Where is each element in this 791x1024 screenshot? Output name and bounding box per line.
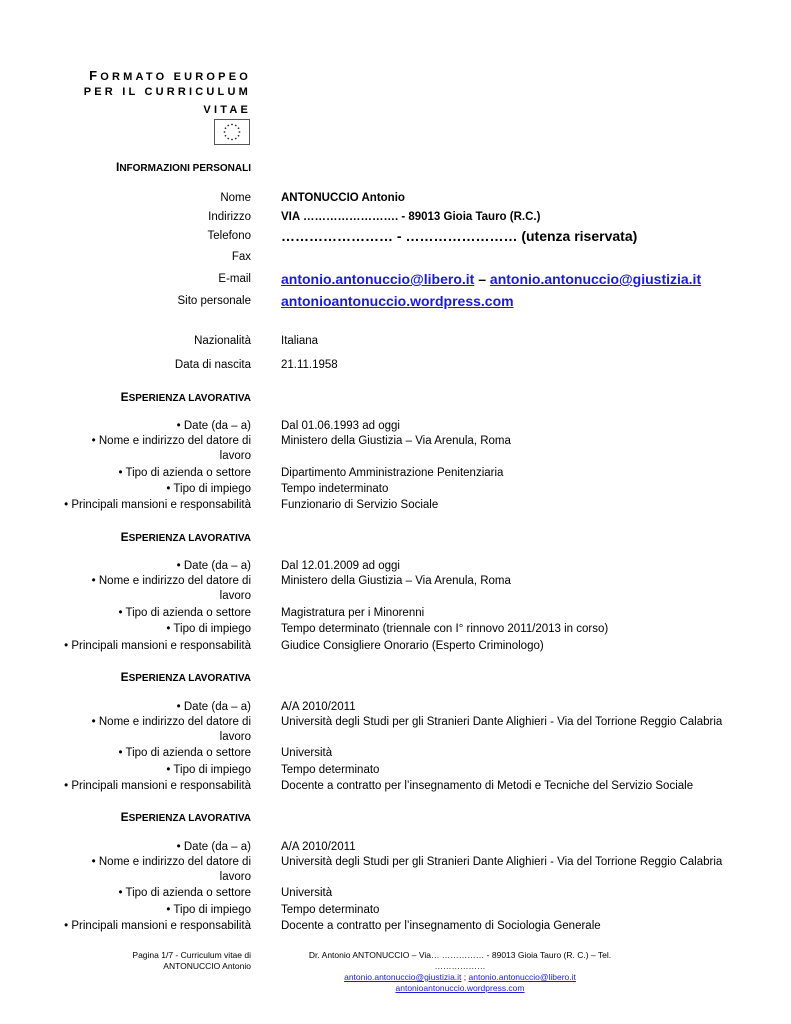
label-duties: • Principali mansioni e responsabilità <box>64 499 251 511</box>
label-dates: • Date (da – a) <box>176 841 251 853</box>
value-company-type: Magistratura per i Minorenni <box>281 607 425 619</box>
label-employment-type: • Tipo di impiego <box>166 904 251 916</box>
value-employer: Università degli Studi per gli Stranieri Dante Alighieri - Via del Torrione Reggio Calabria <box>281 856 723 868</box>
label-employer <box>92 855 251 885</box>
section-personal-info <box>116 160 251 174</box>
section-rest: SPERIENZA LAVORATIVA <box>128 393 251 404</box>
footer-website[interactable]: antonioantonuccio.wordpress.com <box>395 983 525 993</box>
label-employer-line2: lavoro <box>219 871 251 883</box>
section-initial: E <box>120 670 129 684</box>
value-employer: Ministero della Giustizia – Via Arenula, Roma <box>281 435 511 447</box>
footer-address: Dr. Antonio ANTONUCCIO – Via… …………… - 89013 Gioia Tauro (R. C.) – Tel. ……………… <box>308 950 612 971</box>
value-phone: …………………… - …………………… (utenza riservata) <box>281 228 638 244</box>
section-initial: E <box>120 530 129 544</box>
cv-title-line-2: PER IL CURRICULUM <box>83 86 251 98</box>
label-address: Indirizzo <box>208 211 251 223</box>
section-rest: SPERIENZA LAVORATIVA <box>128 673 251 684</box>
section-work-experience <box>121 810 251 824</box>
label-employment-type: • Tipo di impiego <box>166 764 251 776</box>
value-employment-type: Tempo determinato <box>281 764 380 776</box>
label-dates: • Date (da – a) <box>176 420 251 432</box>
label-nationality: Nazionalità <box>194 335 251 347</box>
footer-page-info <box>132 950 251 972</box>
label-employer-line2: lavoro <box>219 450 251 462</box>
eu-star-icon <box>225 135 227 137</box>
eu-star-icon <box>238 127 240 129</box>
section-initial: E <box>120 390 129 404</box>
footer-email-libero[interactable]: antonio.antonuccio@libero.it <box>468 972 576 982</box>
eu-flag-icon <box>214 119 250 145</box>
cv-title-line-3: VITAE <box>203 104 251 116</box>
label-name: Nome <box>220 192 251 204</box>
section-work-experience <box>121 670 251 684</box>
value-dates: A/A 2010/2011 <box>281 701 356 713</box>
label-employer-line2: lavoro <box>219 731 251 743</box>
section-work-experience <box>121 530 251 544</box>
value-duties: Funzionario di Servizio Sociale <box>281 499 439 511</box>
section-initial: I <box>115 160 120 174</box>
label-duties: • Principali mansioni e responsabilità <box>64 920 251 932</box>
section-rest: SPERIENZA LAVORATIVA <box>128 533 251 544</box>
eu-star-icon <box>227 125 229 127</box>
label-phone: Telefono <box>207 230 251 242</box>
value-dates: A/A 2010/2011 <box>281 841 356 853</box>
value-nationality: Italiana <box>281 335 319 347</box>
value-website <box>281 294 514 309</box>
footer-contact <box>290 950 630 994</box>
value-duties: Docente a contratto per l’insegnamento di Metodi e Tecniche del Servizio Sociale <box>281 780 694 792</box>
label-employer-line1: • Nome e indirizzo del datore di <box>91 575 251 587</box>
eu-star-icon <box>231 139 233 141</box>
section-initial: E <box>120 810 129 824</box>
value-address: VIA ……………………. - 89013 Gioia Tauro (R.C.) <box>281 211 541 223</box>
label-birth-date: Data di nascita <box>174 359 251 371</box>
footer-page-number: Pagina 1/7 - Curriculum vitae di <box>132 950 251 960</box>
value-employment-type: Tempo determinato (triennale con I° rinnovo 2011/2013 in corso) <box>281 623 609 635</box>
footer-email-separator: ; <box>461 972 469 982</box>
eu-stars-icon <box>215 120 249 144</box>
cv-title-line-1 <box>89 68 251 83</box>
value-name: ANTONUCCIO Antonio <box>281 192 405 204</box>
label-duties: • Principali mansioni e responsabilità <box>64 780 251 792</box>
value-dates: Dal 01.06.1993 ad oggi <box>281 420 400 432</box>
label-employer-line1: • Nome e indirizzo del datore di <box>91 435 251 447</box>
label-dates: • Date (da – a) <box>176 560 251 572</box>
value-employer: Ministero della Giustizia – Via Arenula, Roma <box>281 575 511 587</box>
eu-star-icon <box>239 131 241 133</box>
label-employer <box>92 715 251 745</box>
footer-author: ANTONUCCIO Antonio <box>163 961 251 971</box>
email-separator: – <box>474 271 490 287</box>
value-dates: Dal 12.01.2009 ad oggi <box>281 560 400 572</box>
label-employment-type: • Tipo di impiego <box>166 483 251 495</box>
label-employer <box>92 434 251 464</box>
value-employment-type: Tempo indeterminato <box>281 483 389 495</box>
label-company-type: • Tipo di azienda o settore <box>118 747 251 759</box>
label-company-type: • Tipo di azienda o settore <box>118 887 251 899</box>
label-dates: • Date (da – a) <box>176 701 251 713</box>
title-initial: F <box>89 68 101 83</box>
label-company-type: • Tipo di azienda o settore <box>118 467 251 479</box>
value-company-type: Università <box>281 747 333 759</box>
title-rest: ORMATO EUROPEO <box>100 71 251 83</box>
label-fax: Fax <box>231 251 251 263</box>
eu-star-icon <box>224 131 226 133</box>
value-company-type: Dipartimento Amministrazione Penitenziaria <box>281 467 504 479</box>
value-duties: Giudice Consigliere Onorario (Esperto Criminologo) <box>281 640 544 652</box>
value-company-type: Università <box>281 887 333 899</box>
footer-email-giustizia[interactable]: antonio.antonuccio@giustizia.it <box>344 972 462 982</box>
section-work-experience <box>121 390 251 404</box>
value-email <box>281 272 701 287</box>
label-employer-line2: lavoro <box>219 590 251 602</box>
label-employer-line1: • Nome e indirizzo del datore di <box>91 856 251 868</box>
value-employer: Università degli Studi per gli Stranieri Dante Alighieri - Via del Torrione Reggio Calabria <box>281 716 723 728</box>
label-employer <box>92 574 251 604</box>
label-company-type: • Tipo di azienda o settore <box>118 607 251 619</box>
value-duties: Docente a contratto per l’insegnamento di Sociologia Generale <box>281 920 601 932</box>
eu-star-icon <box>235 125 237 127</box>
label-duties: • Principali mansioni e responsabilità <box>64 640 251 652</box>
eu-star-icon <box>227 138 229 140</box>
eu-star-icon <box>231 124 233 126</box>
eu-star-icon <box>235 138 237 140</box>
value-birth-date: 21.11.1958 <box>281 359 338 371</box>
label-employer-line1: • Nome e indirizzo del datore di <box>91 716 251 728</box>
section-rest: SPERIENZA LAVORATIVA <box>128 813 251 824</box>
label-email: E-mail <box>218 273 251 285</box>
section-rest: NFORMAZIONI PERSONALI <box>119 163 251 174</box>
eu-star-icon <box>225 127 227 129</box>
email-link-libero[interactable]: antonio.antonuccio@libero.it <box>281 271 475 287</box>
eu-star-icon <box>238 135 240 137</box>
website-link[interactable]: antonioantonuccio.wordpress.com <box>281 293 514 309</box>
value-employment-type: Tempo determinato <box>281 904 380 916</box>
email-link-giustizia[interactable]: antonio.antonuccio@giustizia.it <box>489 271 702 287</box>
label-website: Sito personale <box>177 295 251 307</box>
label-employment-type: • Tipo di impiego <box>166 623 251 635</box>
